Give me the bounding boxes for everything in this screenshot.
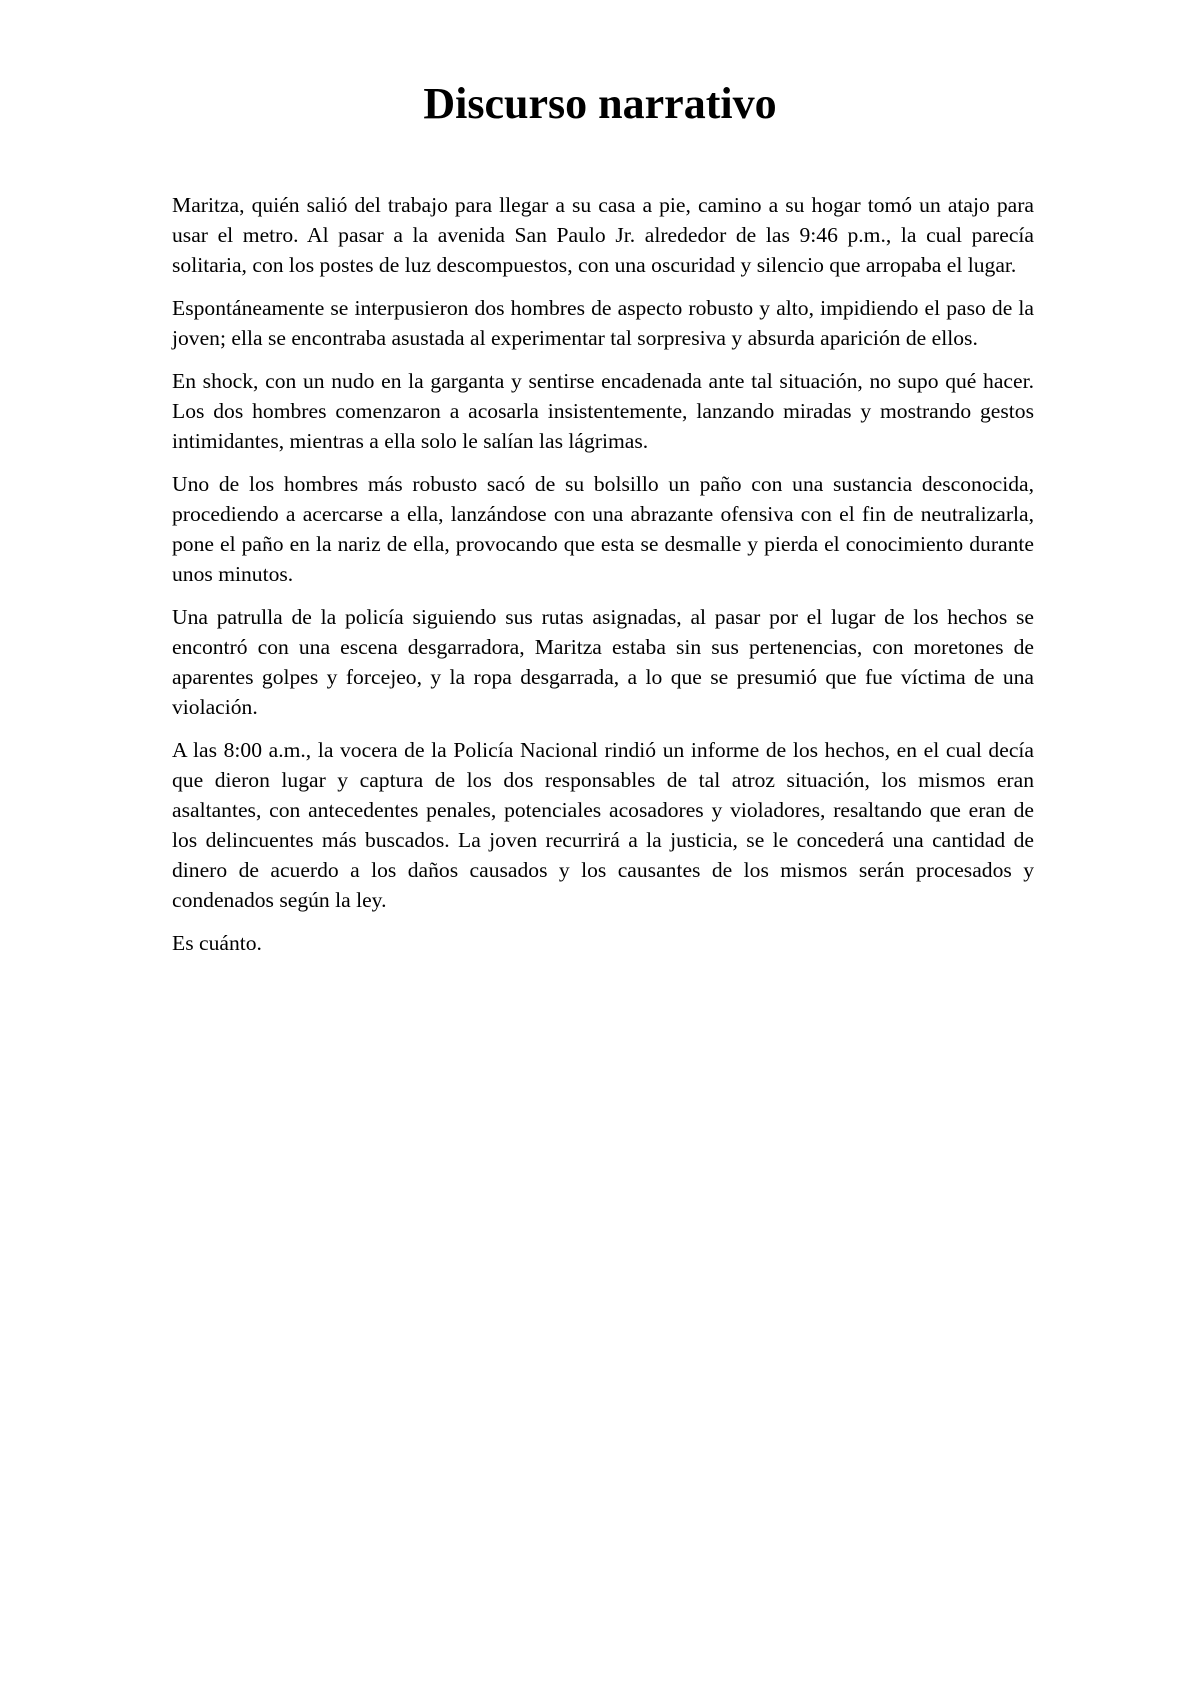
document-title: Discurso narrativo — [423, 79, 777, 128]
paragraph-5: Una patrulla de la policía siguiendo sus rutas asignadas, al pasar por el lugar de los hechos se encontró con una escena desgarradora, Maritza estaba sin sus pertenencias, con moretones de aparentes golpes y forcejeo, y la ropa desgarrada, a lo que se presumió que fue víctima de una violación. — [172, 605, 1034, 719]
paragraph-1: Maritza, quién salió del trabajo para llegar a su casa a pie, camino a su hogar tomó un atajo para usar el metro. Al pasar a la avenida San Paulo Jr. alrededor de las 9:46 p.m., la cual parecía solitaria, con los postes de luz descompuestos, con una oscuridad y silencio que arropaba el lugar. — [172, 193, 1034, 277]
paragraph-4: Uno de los hombres más robusto sacó de su bolsillo un paño con una sustancia desconocida, procediendo a acercarse a ella, lanzándose con una abrazante ofensiva con el fin de neutralizarla, pone el paño en la nariz de ella, provocando que esta se desmalle y pierda el conocimiento durante unos minutos. — [172, 472, 1034, 586]
paragraph-2: Espontáneamente se interpusieron dos hombres de aspecto robusto y alto, impidiendo el paso de la joven; ella se encontraba asustada al experimentar tal sorpresiva y absurda aparición de ellos. — [172, 296, 1034, 350]
closing-line: Es cuánto. — [172, 931, 262, 955]
document-body — [172, 190, 1034, 971]
paragraph-6: A las 8:00 a.m., la vocera de la Policía Nacional rindió un informe de los hechos, en el cual decía que dieron lugar y captura de los dos responsables de tal atroz situación, los mismos eran asaltantes, con antecedentes penales, potenciales acosadores y violadores, resaltando que eran de los delincuentes más buscados. La joven recurrirá a la justicia, se le concederá una cantidad de dinero de acuerdo a los daños causados y los causantes de los mismos serán procesados y condenados según la ley. — [172, 738, 1034, 912]
paragraph-3: En shock, con un nudo en la garganta y sentirse encadenada ante tal situación, no supo qué hacer. Los dos hombres comenzaron a acosarla insistentemente, lanzando miradas y mostrando gestos intimidantes, mientras a ella solo le salían las lágrimas. — [172, 369, 1034, 453]
